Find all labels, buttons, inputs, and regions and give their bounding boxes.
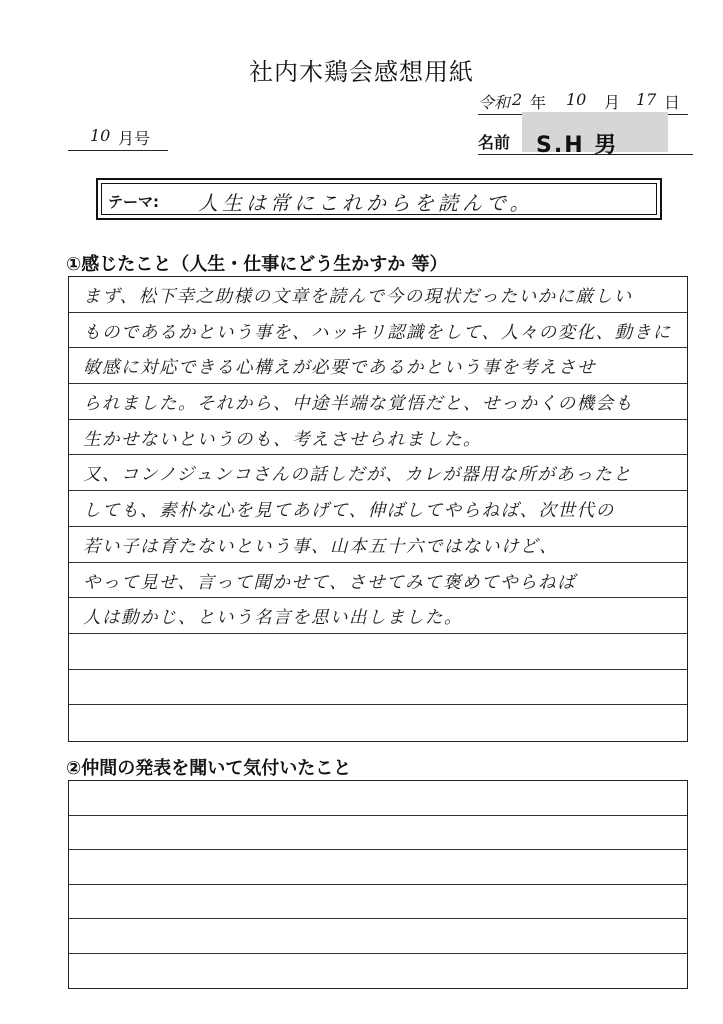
ruled-line <box>69 491 687 527</box>
ruled-line <box>69 816 687 851</box>
section2-title: ②仲間の発表を聞いて気付いたこと <box>66 758 352 779</box>
date-row <box>478 88 688 115</box>
handwritten-line-text: 生かせないというのも、考えさせられました。 <box>83 429 482 450</box>
month-label: 月 <box>604 93 621 112</box>
theme-label: テーマ: <box>108 193 159 211</box>
handwritten-line-text: まず、松下幸之助様の文章を読んで今の現状だったいかに厳しい <box>83 287 633 307</box>
ruled-line <box>69 850 687 885</box>
handwritten-line-text: 敏感に対応できる心構えが必要であるかという事を考えさせ <box>83 358 596 379</box>
theme-box <box>96 178 662 220</box>
form-title: 社内木鶏会感想用紙 <box>249 58 474 86</box>
name-field <box>478 126 693 158</box>
ruled-line <box>69 563 687 599</box>
handwritten-line-text: 又、コンノジュンコさんの話しだが、カレが器用な所があったと <box>83 465 633 486</box>
handwritten-line-text: 若い子は育たないという事、山本五十六ではないけど、 <box>83 536 558 557</box>
section1-ruled-box <box>68 276 688 742</box>
ruled-line <box>69 455 687 491</box>
ruled-line <box>69 348 687 384</box>
name-label: 名前 <box>478 133 511 152</box>
year-value: 2 <box>512 90 523 109</box>
section1-title: ①感じたこと（人生・仕事にどう生かすか 等） <box>66 254 448 275</box>
ruled-line <box>69 634 687 670</box>
day-value: 17 <box>636 90 657 109</box>
day-label: 日 <box>664 93 681 112</box>
issue-month-field <box>68 126 168 151</box>
ruled-line <box>69 277 687 313</box>
ruled-line <box>69 781 687 816</box>
issue-month-value: 10 <box>90 126 111 145</box>
ruled-line <box>69 420 687 456</box>
ruled-line <box>69 919 687 954</box>
year-label: 年 <box>530 93 547 112</box>
theme-value: 人生は常にこれからを読んで。 <box>198 191 534 215</box>
ruled-line <box>69 527 687 563</box>
handwritten-line-text: 人は動かじ、という名言を思い出しました。 <box>83 608 463 629</box>
issue-month-label: 月号 <box>118 129 151 148</box>
month-value: 10 <box>566 90 587 109</box>
handwritten-line-text: やって見せ、言って聞かせて、させてみて褒めてやらねば <box>83 572 577 593</box>
ruled-line <box>69 313 687 349</box>
ruled-line <box>69 954 687 989</box>
era-value: 令和 <box>478 93 511 112</box>
ruled-line <box>69 670 687 706</box>
handwritten-line-text: ものであるかという事を、ハッキリ認識をして、人々の変化、動きに <box>83 322 672 343</box>
ruled-line <box>69 705 687 741</box>
ruled-line <box>69 384 687 420</box>
name-value: S.H 男 <box>536 133 619 158</box>
handwritten-line-text: しても、素朴な心を見てあげて、伸ばしてやらねば、次世代の <box>83 501 615 522</box>
section2-ruled-box <box>68 780 688 989</box>
ruled-line <box>69 598 687 634</box>
handwritten-line-text: られました。それから、中途半端な覚悟だと、せっかくの機会も <box>83 394 634 415</box>
ruled-line <box>69 885 687 920</box>
